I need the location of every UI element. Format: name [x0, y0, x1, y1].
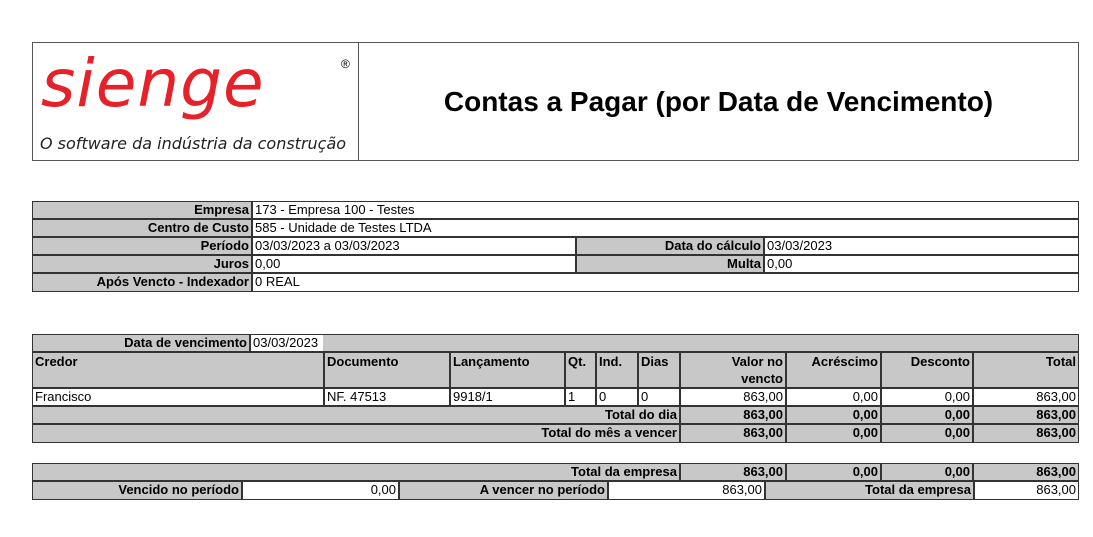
row-total: 863,00 [973, 388, 1079, 406]
vencido-value: 0,00 [242, 481, 399, 500]
total-mes-acrescimo: 0,00 [786, 424, 881, 443]
total-empresa-summary-value: 863,00 [974, 481, 1079, 500]
empresa-label: Empresa [32, 201, 252, 219]
col-dias: Dias [638, 352, 680, 388]
centro-custo-value: 585 - Unidade de Testes LTDA [252, 219, 1079, 237]
data-calculo-value: 03/03/2023 [764, 237, 1079, 255]
total-mes-desconto: 0,00 [881, 424, 973, 443]
col-total: Total [973, 352, 1079, 388]
registered-mark: ® [341, 57, 350, 71]
col-ind: Ind. [596, 352, 638, 388]
col-lancamento: Lançamento [450, 352, 565, 388]
total-mes-row [32, 424, 1079, 443]
period-summary-row [32, 481, 1079, 500]
due-date-value: 03/03/2023 [251, 335, 323, 351]
periodo-label: Período [32, 237, 252, 255]
report-header [32, 42, 1079, 161]
total-dia-desconto: 0,00 [881, 406, 973, 424]
col-valor-line1: Valor no [731, 354, 783, 369]
col-documento: Documento [324, 352, 450, 388]
filter-row-indexador [32, 273, 1079, 292]
total-empresa-summary-label: Total da empresa [765, 481, 974, 500]
a-vencer-label: A vencer no período [399, 481, 608, 500]
row-acrescimo: 0,00 [786, 388, 881, 406]
periodo-value: 03/03/2023 a 03/03/2023 [252, 237, 576, 255]
multa-label: Multa [576, 255, 764, 273]
col-valor [680, 352, 786, 388]
filter-row-centro [32, 219, 1079, 237]
filter-row-juros [32, 255, 1079, 273]
total-empresa-acrescimo: 0,00 [786, 463, 881, 481]
vencido-label: Vencido no período [32, 481, 242, 500]
indexador-label: Após Vencto - Indexador [32, 273, 252, 292]
row-documento: NF. 47513 [324, 388, 450, 406]
due-date-row [32, 334, 1079, 352]
table-row [32, 388, 1079, 406]
total-empresa-label: Total da empresa [32, 463, 680, 481]
total-dia-label: Total do dia [32, 406, 680, 424]
centro-custo-label: Centro de Custo [32, 219, 252, 237]
total-empresa-total: 863,00 [973, 463, 1079, 481]
row-desconto: 0,00 [881, 388, 973, 406]
row-credor: Francisco [32, 388, 324, 406]
multa-value: 0,00 [764, 255, 1079, 273]
total-dia-row [32, 406, 1079, 424]
a-vencer-value: 863,00 [608, 481, 765, 500]
total-dia-acrescimo: 0,00 [786, 406, 881, 424]
data-calculo-label: Data do cálculo [576, 237, 764, 255]
table-header [32, 352, 1079, 388]
col-qt: Qt. [565, 352, 596, 388]
indexador-value: 0 REAL [252, 273, 1079, 292]
due-date-value-area [250, 334, 1079, 352]
row-valor: 863,00 [680, 388, 786, 406]
total-mes-total: 863,00 [973, 424, 1079, 443]
total-dia-valor: 863,00 [680, 406, 786, 424]
row-ind: 0 [596, 388, 638, 406]
col-desconto: Desconto [881, 352, 973, 388]
row-lancamento: 9918/1 [450, 388, 565, 406]
total-dia-total: 863,00 [973, 406, 1079, 424]
logo-tagline: O software da indústria da construção [40, 134, 347, 153]
total-empresa-valor: 863,00 [680, 463, 786, 481]
logo-area [33, 43, 359, 160]
total-empresa-row [32, 463, 1079, 481]
col-acrescimo: Acréscimo [786, 352, 881, 388]
filter-row-periodo [32, 237, 1079, 255]
col-credor: Credor [32, 352, 324, 388]
total-empresa-desconto: 0,00 [881, 463, 973, 481]
col-valor-line2: vencto [741, 371, 783, 386]
empresa-value: 173 - Empresa 100 - Testes [252, 201, 1079, 219]
row-dias: 0 [638, 388, 680, 406]
total-mes-label: Total do mês a vencer [32, 424, 680, 443]
row-qt: 1 [565, 388, 596, 406]
juros-value: 0,00 [252, 255, 576, 273]
filter-row-empresa [32, 201, 1079, 219]
total-mes-valor: 863,00 [680, 424, 786, 443]
due-date-label: Data de vencimento [32, 334, 250, 352]
report-title: Contas a Pagar (por Data de Vencimento) [443, 85, 994, 117]
juros-label: Juros [32, 255, 252, 273]
sienge-logo: sienge [41, 45, 265, 122]
